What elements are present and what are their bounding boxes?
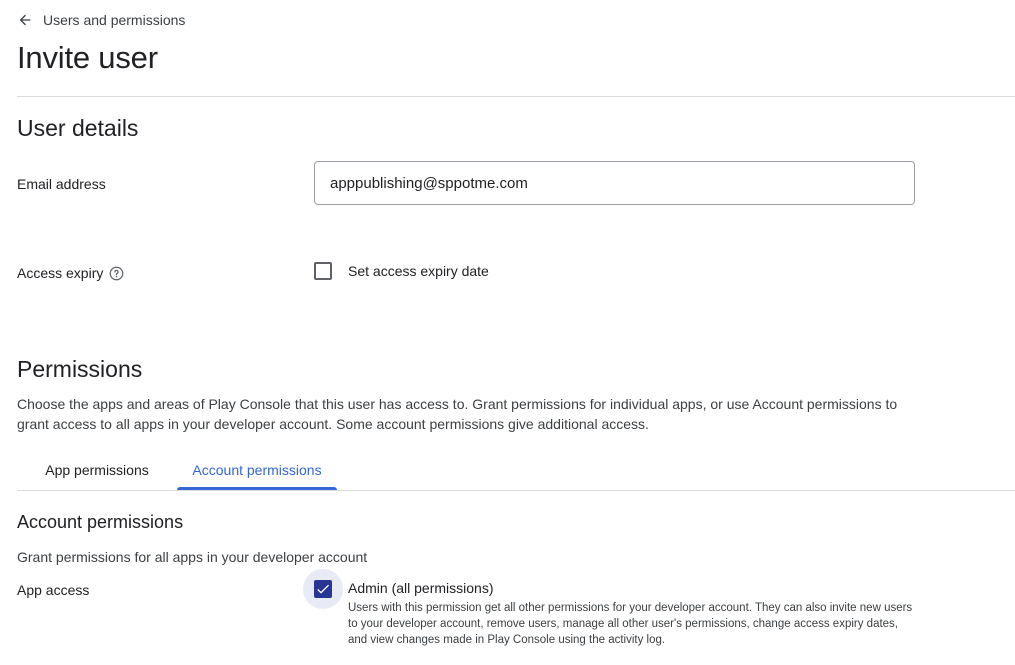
access-expiry-checkbox[interactable] xyxy=(314,262,332,280)
access-expiry-label-row xyxy=(17,265,124,281)
email-label: Email address xyxy=(17,176,106,192)
access-expiry-checkbox-row[interactable] xyxy=(314,262,489,280)
checkmark-icon xyxy=(315,581,331,597)
email-field[interactable] xyxy=(314,161,915,205)
help-icon[interactable] xyxy=(109,266,124,281)
arrow-back-icon xyxy=(17,12,33,28)
permissions-heading: Permissions xyxy=(17,356,143,382)
permissions-description: Choose the apps and areas of Play Console that this user has access to. Grant permissions for individual apps, or use Account permissions to grant access to all apps in your developer account. Some account permissions give additional access. xyxy=(17,396,898,432)
back-link[interactable] xyxy=(17,12,185,28)
page-title: Invite user xyxy=(17,40,158,75)
back-link-label: Users and permissions xyxy=(43,12,186,28)
tab-app-permissions[interactable]: App permissions xyxy=(45,462,149,478)
admin-description: Users with this permission get all other permissions for your developer account. They can also invite new users to your developer account, remove users, manage all other user's permissions, change access expiry dates, and view changes made in Play Console using the activity log. xyxy=(348,602,913,646)
tabs-divider xyxy=(17,490,1015,491)
account-permissions-subtitle: Grant permissions for all apps in your developer account xyxy=(17,549,368,565)
user-details-heading: User details xyxy=(17,115,139,141)
admin-label: Admin (all permissions) xyxy=(348,580,494,596)
access-expiry-label: Access expiry xyxy=(17,265,104,281)
account-permissions-heading: Account permissions xyxy=(17,512,184,532)
admin-checkbox-halo[interactable] xyxy=(303,569,343,609)
tab-account-permissions[interactable]: Account permissions xyxy=(192,462,322,478)
app-access-label: App access xyxy=(17,582,90,598)
admin-checkbox[interactable] xyxy=(314,580,332,598)
header-divider xyxy=(17,96,1015,97)
access-expiry-checkbox-label: Set access expiry date xyxy=(348,263,489,279)
